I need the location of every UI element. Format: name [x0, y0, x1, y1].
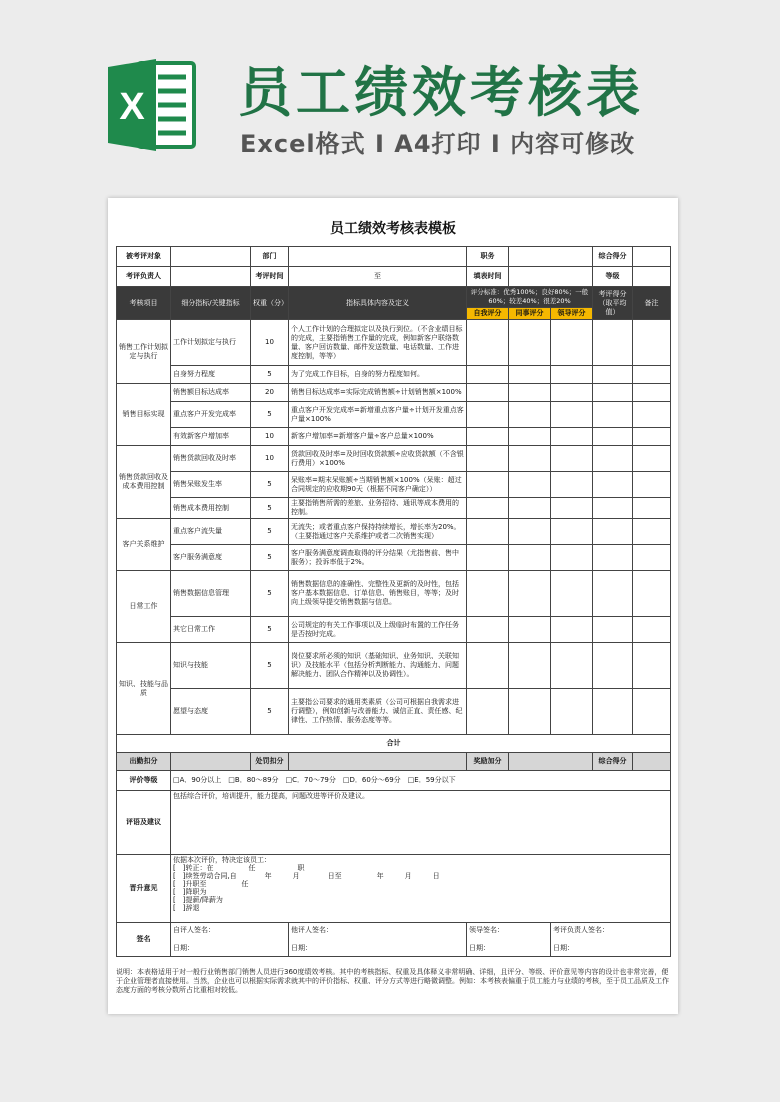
criteria-weight: 10: [251, 320, 289, 366]
peer-score-cell[interactable]: [509, 689, 551, 735]
criteria-row: [117, 384, 671, 402]
promotion-line: [ ]提薪/降薪为: [173, 896, 223, 904]
label-overall: 综合得分: [593, 753, 633, 771]
criteria-content: 无流失；或者重点客户保持持续增长，增长率为20%。（主要指通过客户关系维护或者二次销售实现）: [289, 519, 467, 545]
leader-score-cell[interactable]: [551, 643, 593, 689]
total-score-value[interactable]: [633, 247, 671, 267]
header-weight: 权重（分）: [251, 287, 289, 320]
criteria-indicator: 愿望与态度: [171, 689, 251, 735]
remark-cell[interactable]: [633, 402, 671, 428]
leader-score-cell[interactable]: [551, 446, 593, 472]
leader-score-cell[interactable]: [551, 384, 593, 402]
remark-cell[interactable]: [633, 320, 671, 366]
remark-cell[interactable]: [633, 366, 671, 384]
self-score-cell[interactable]: [467, 545, 509, 571]
criteria-row: [117, 428, 671, 446]
label-evaluee: 被考评对象: [117, 247, 171, 267]
total-row: 合计: [117, 735, 671, 753]
criteria-row: [117, 402, 671, 428]
promotion-line: [ ]辞退: [173, 904, 200, 912]
avg-score-cell[interactable]: [593, 643, 633, 689]
criteria-weight: 5: [251, 519, 289, 545]
avg-score-cell[interactable]: [593, 366, 633, 384]
criteria-weight: 5: [251, 366, 289, 384]
peer-score-cell[interactable]: [509, 545, 551, 571]
criteria-row: [117, 472, 671, 498]
peer-score-cell[interactable]: [509, 519, 551, 545]
self-score-cell[interactable]: [467, 498, 509, 519]
criteria-weight: 5: [251, 545, 289, 571]
label-total-score: 综合得分: [593, 247, 633, 267]
self-score-cell[interactable]: [467, 384, 509, 402]
label-comment: 评语及建议: [117, 791, 171, 855]
leader-score-cell[interactable]: [551, 320, 593, 366]
promotion-line: [ ]续签劳动合同,自 年 月 日至 年 月 日: [173, 872, 440, 880]
dept-value[interactable]: [289, 247, 467, 267]
remark-cell[interactable]: [633, 498, 671, 519]
promotion-line: 依据本次评价，特决定该员工：: [173, 856, 271, 864]
criteria-item: 客户关系维护: [117, 519, 171, 571]
label-period: 考评时间: [251, 267, 289, 287]
label-promotion: 晋升意见: [117, 855, 171, 923]
header-leader: 领导评分: [551, 308, 593, 320]
label-fill-date: 填表时间: [467, 267, 509, 287]
criteria-indicator: 销售货款回收及时率: [171, 446, 251, 472]
self-score-cell[interactable]: [467, 402, 509, 428]
criteria-row: [117, 320, 671, 366]
remark-cell[interactable]: [633, 689, 671, 735]
criteria-weight: 5: [251, 472, 289, 498]
promotion-lines[interactable]: [171, 855, 671, 923]
grade-value[interactable]: [633, 267, 671, 287]
criteria-item: 销售工作计划拟定与执行: [117, 320, 171, 384]
peer-score-cell[interactable]: [509, 617, 551, 643]
evaluator-value[interactable]: [171, 267, 251, 287]
avg-score-cell[interactable]: [593, 384, 633, 402]
banner: [0, 0, 780, 190]
avg-score-cell[interactable]: [593, 498, 633, 519]
avg-score-cell[interactable]: [593, 689, 633, 735]
remark-cell[interactable]: [633, 643, 671, 689]
criteria-indicator: 销售数据信息管理: [171, 571, 251, 617]
label-position: 职务: [467, 247, 509, 267]
criteria-indicator: 知识与技能: [171, 643, 251, 689]
avg-score-cell[interactable]: [593, 617, 633, 643]
peer-score-cell[interactable]: [509, 366, 551, 384]
criteria-row: [117, 643, 671, 689]
peer-score-cell[interactable]: [509, 498, 551, 519]
criteria-content: 公司规定的有关工作事项以及上级临时布置的工作任务是否按时完成。: [289, 617, 467, 643]
signature-self[interactable]: 自评人签名： 日期：: [171, 923, 289, 957]
criteria-item: 销售货款回收及成本费用控制: [117, 446, 171, 519]
signature-peer[interactable]: 他评人签名： 日期：: [289, 923, 467, 957]
criteria-content: 主要指销售所需的差旅、业务招待、通讯等成本费用的控制。: [289, 498, 467, 519]
self-score-cell[interactable]: [467, 366, 509, 384]
label-evaluator: 考评负责人: [117, 267, 171, 287]
position-value[interactable]: [509, 247, 593, 267]
remark-cell[interactable]: [633, 472, 671, 498]
leader-score-cell[interactable]: [551, 498, 593, 519]
criteria-content: 呆账率=期末呆账额÷当期销售额×100%（呆账：超过合同规定的应收期90天（根据不同客户确定））: [289, 472, 467, 498]
banner-subtitle: Excel格式 Ⅰ A4打印 Ⅰ 内容可修改: [240, 130, 636, 158]
peer-score-cell[interactable]: [509, 643, 551, 689]
criteria-indicator: 自身努力程度: [171, 366, 251, 384]
criteria-indicator: 工作计划拟定与执行: [171, 320, 251, 366]
peer-score-cell[interactable]: [509, 472, 551, 498]
criteria-content: 重点客户开发完成率=新增重点客户量÷计划开发重点客户量×100%: [289, 402, 467, 428]
remark-cell[interactable]: [633, 571, 671, 617]
comment-hint[interactable]: 包括综合评价，培训提升，能力提高，问题改进等评价及建议。: [171, 791, 671, 855]
label-attendance: 出勤扣分: [117, 753, 171, 771]
criteria-content: 岗位要求所必须的知识（基础知识、业务知识、关联知识）及技能水平（包括分析判断能力、沟通能力、问题解决能力、团队合作精神以及协调性）。: [289, 643, 467, 689]
peer-score-cell[interactable]: [509, 446, 551, 472]
remark-cell[interactable]: [633, 617, 671, 643]
leader-score-cell[interactable]: [551, 472, 593, 498]
label-penalty: 处罚扣分: [251, 753, 289, 771]
criteria-content: 销售数据信息的准确性、完整性及更新的及时性，包括客户基本数据信息、订单信息、销售账目，等等；及时向上级领导提交销售数据与信息。: [289, 571, 467, 617]
self-score-cell[interactable]: [467, 689, 509, 735]
criteria-indicator: 其它日常工作: [171, 617, 251, 643]
footnote: 说明：本表格适用于对一般行业销售部门销售人员进行360度绩效考核。其中的考核指标、权重及具体释义非常明确、详细，且评分、等级、评价意见等内容的设计也非常完善，便于企业管理者直接使用。当然，企业也可以根据实际需求就其中的评价指标、权重、评分方式等进行略微调整。例如：本考核表偏重于员工能力与业绩的考核，至于员工品质及工作态度方面的考核分数所占比重相对较低。: [116, 968, 669, 994]
peer-score-cell[interactable]: [509, 320, 551, 366]
criteria-row: [117, 519, 671, 545]
criteria-content: 新客户增加率=新增客户量÷客户总量×100%: [289, 428, 467, 446]
criteria-row: [117, 689, 671, 735]
avg-score-cell[interactable]: [593, 446, 633, 472]
promotion-line: [ ]转正：在 任 职: [173, 864, 305, 872]
criteria-indicator: 销售额目标达成率: [171, 384, 251, 402]
leader-score-cell[interactable]: [551, 428, 593, 446]
criteria-row: [117, 545, 671, 571]
self-score-cell[interactable]: [467, 571, 509, 617]
self-score-cell[interactable]: [467, 643, 509, 689]
criteria-content: 销售目标达成率=实际完成销售额÷计划销售额×100%: [289, 384, 467, 402]
criteria-weight: 10: [251, 428, 289, 446]
criteria-weight: 5: [251, 571, 289, 617]
promotion-line: [ ]降职为: [173, 888, 207, 896]
header-peer: 同事评分: [509, 308, 551, 320]
peer-score-cell[interactable]: [509, 571, 551, 617]
peer-score-cell[interactable]: [509, 384, 551, 402]
label-reward: 奖励加分: [467, 753, 509, 771]
header-standard: 评分标准：优秀100%；良好80%；一般60%；较差40%；很差20%: [467, 287, 593, 308]
criteria-item: 销售目标实现: [117, 384, 171, 446]
criteria-row: [117, 617, 671, 643]
avg-score-cell[interactable]: [593, 545, 633, 571]
criteria-weight: 5: [251, 689, 289, 735]
label-grade: 等级: [593, 267, 633, 287]
label-dept: 部门: [251, 247, 289, 267]
self-score-cell[interactable]: [467, 320, 509, 366]
self-score-cell[interactable]: [467, 617, 509, 643]
avg-score-cell[interactable]: [593, 519, 633, 545]
evaluation-table: [116, 246, 671, 957]
criteria-weight: 5: [251, 498, 289, 519]
criteria-row: [117, 571, 671, 617]
criteria-weight: 5: [251, 402, 289, 428]
avg-score-cell[interactable]: [593, 320, 633, 366]
overall-value[interactable]: [633, 753, 671, 771]
svg-text:X: X: [119, 86, 145, 128]
promotion-line: [ ]升职至 任: [173, 880, 249, 888]
criteria-row: [117, 366, 671, 384]
penalty-value[interactable]: [289, 753, 467, 771]
banner-title: 员工绩效考核表: [238, 61, 644, 124]
header-remark: 备注: [633, 287, 671, 320]
remark-cell[interactable]: [633, 384, 671, 402]
criteria-item: 知识、技能与品质: [117, 643, 171, 735]
criteria-indicator: 有效新客户增加率: [171, 428, 251, 446]
header-item: 考核项目: [117, 287, 171, 320]
label-signature: 签名: [117, 923, 171, 957]
leader-score-cell[interactable]: [551, 617, 593, 643]
criteria-item: 日常工作: [117, 571, 171, 643]
fill-date-value[interactable]: [509, 267, 593, 287]
criteria-weight: 10: [251, 446, 289, 472]
avg-score-cell[interactable]: [593, 428, 633, 446]
sheet-title: 员工绩效考核表模板: [330, 221, 456, 237]
peer-score-cell[interactable]: [509, 402, 551, 428]
signature-leader[interactable]: 领导签名： 日期：: [467, 923, 551, 957]
criteria-indicator: 重点客户流失量: [171, 519, 251, 545]
leader-score-cell[interactable]: [551, 571, 593, 617]
peer-score-cell[interactable]: [509, 428, 551, 446]
avg-score-cell[interactable]: [593, 402, 633, 428]
evaluee-value[interactable]: [171, 247, 251, 267]
leader-score-cell[interactable]: [551, 689, 593, 735]
self-score-cell[interactable]: [467, 446, 509, 472]
criteria-indicator: 销售成本费用控制: [171, 498, 251, 519]
criteria-weight: 5: [251, 643, 289, 689]
rating-options[interactable]: □A．90分以上 □B．80〜89分 □C．70〜79分 □D．60分〜69分 □E．59分以下: [171, 771, 671, 791]
leader-score-cell[interactable]: [551, 402, 593, 428]
header-indicator: 细分指标/关键指标: [171, 287, 251, 320]
leader-score-cell[interactable]: [551, 366, 593, 384]
leader-score-cell[interactable]: [551, 545, 593, 571]
leader-score-cell[interactable]: [551, 519, 593, 545]
criteria-weight: 5: [251, 617, 289, 643]
remark-cell[interactable]: [633, 545, 671, 571]
sheet-page: [108, 198, 678, 1014]
signature-evaluator[interactable]: 考评负责人签名： 日期：: [551, 923, 671, 957]
self-score-cell[interactable]: [467, 519, 509, 545]
criteria-indicator: 重点客户开发完成率: [171, 402, 251, 428]
criteria-row: [117, 498, 671, 519]
criteria-indicator: 客户服务满意度: [171, 545, 251, 571]
criteria-weight: 20: [251, 384, 289, 402]
criteria-row: [117, 446, 671, 472]
reward-value[interactable]: [509, 753, 593, 771]
criteria-content: 个人工作计划的合理拟定以及执行到位。（不含业绩目标的完成，主要指销售工作量的完成，例如新客户联络数量、客户回访数量、邮件发送数量、电话数量、工作进度控制，等等）: [289, 320, 467, 366]
excel-logo-icon: [108, 55, 196, 155]
criteria-content: 客户服务满意度调查取得的评分结果（尤指售前、售中服务）；投诉率低于2%。: [289, 545, 467, 571]
header-score: 考评得分（取平均值）: [593, 287, 633, 320]
remark-cell[interactable]: [633, 428, 671, 446]
self-score-cell[interactable]: [467, 472, 509, 498]
remark-cell[interactable]: [633, 519, 671, 545]
avg-score-cell[interactable]: [593, 472, 633, 498]
attendance-value[interactable]: [171, 753, 251, 771]
criteria-indicator: 销售呆账发生率: [171, 472, 251, 498]
label-rating: 评价等级: [117, 771, 171, 791]
header-self: 自我评分: [467, 308, 509, 320]
avg-score-cell[interactable]: [593, 571, 633, 617]
criteria-content: 货款回收及时率=及时回收货款额÷应收货款额（不含银行费用）×100%: [289, 446, 467, 472]
header-content: 指标具体内容及定义: [289, 287, 467, 320]
remark-cell[interactable]: [633, 446, 671, 472]
criteria-content: 主要指公司要求的通用类素质（公司可根据自我需求进行调整），例如创新与改善能力、诚信正直、责任感、纪律性、工作热情、服务态度等等。: [289, 689, 467, 735]
criteria-content: 为了完成工作目标，自身的努力程度如何。: [289, 366, 467, 384]
self-score-cell[interactable]: [467, 428, 509, 446]
period-to: 至: [289, 267, 467, 287]
